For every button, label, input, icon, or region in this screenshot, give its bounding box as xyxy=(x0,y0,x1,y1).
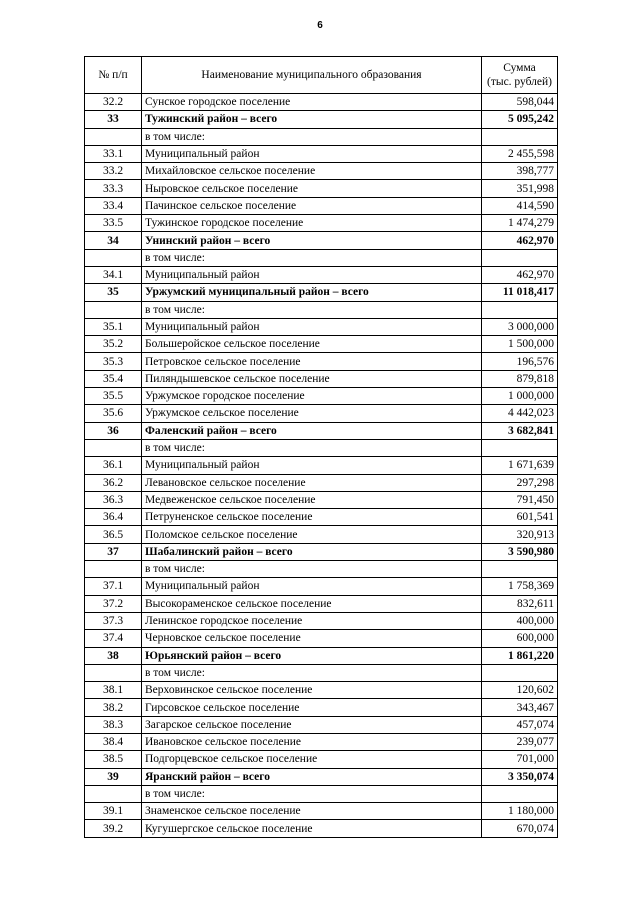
row-name: Муниципальный район xyxy=(142,266,482,283)
table-row xyxy=(85,751,558,768)
table-row xyxy=(85,768,558,785)
row-name: Петруненское сельское поселение xyxy=(142,509,482,526)
row-number xyxy=(85,561,142,578)
row-name: Юрьянский район – всего xyxy=(142,647,482,664)
row-number: 36 xyxy=(85,422,142,439)
row-sum: 1 000,000 xyxy=(482,388,558,405)
row-name: Черновское сельское поселение xyxy=(142,630,482,647)
row-name: Левановское сельское поселение xyxy=(142,474,482,491)
row-number: 37.2 xyxy=(85,595,142,612)
row-sum: 670,074 xyxy=(482,820,558,837)
row-sum: 11 018,417 xyxy=(482,284,558,301)
row-name: Фаленский район – всего xyxy=(142,422,482,439)
row-sum: 457,074 xyxy=(482,716,558,733)
row-sum: 1 758,369 xyxy=(482,578,558,595)
row-name: Медвеженское сельское поселение xyxy=(142,491,482,508)
row-sum: 832,611 xyxy=(482,595,558,612)
table-row xyxy=(85,439,558,456)
row-number: 35.3 xyxy=(85,353,142,370)
row-sum: 4 442,023 xyxy=(482,405,558,422)
row-number xyxy=(85,664,142,681)
row-name: Ивановское сельское поселение xyxy=(142,733,482,750)
page-number: 6 xyxy=(317,20,323,31)
header-sum xyxy=(482,57,558,94)
table-row xyxy=(85,664,558,681)
row-number: 37.1 xyxy=(85,578,142,595)
table-row xyxy=(85,180,558,197)
row-number xyxy=(85,301,142,318)
row-number: 38.3 xyxy=(85,716,142,733)
row-number: 34.1 xyxy=(85,266,142,283)
table-row xyxy=(85,145,558,162)
row-name: в том числе: xyxy=(142,561,482,578)
row-number: 38.4 xyxy=(85,733,142,750)
row-name: Уржумское городское поселение xyxy=(142,388,482,405)
table-row xyxy=(85,111,558,128)
table-row xyxy=(85,647,558,664)
row-name: Муниципальный район xyxy=(142,457,482,474)
row-number: 32.2 xyxy=(85,94,142,111)
row-name: Сунское городское поселение xyxy=(142,94,482,111)
row-name: Поломское сельское поселение xyxy=(142,526,482,543)
row-name: Шабалинский район – всего xyxy=(142,543,482,560)
row-sum: 351,998 xyxy=(482,180,558,197)
row-number: 33.5 xyxy=(85,215,142,232)
row-number: 35.2 xyxy=(85,336,142,353)
table-row xyxy=(85,820,558,837)
row-number: 33 xyxy=(85,111,142,128)
row-sum: 791,450 xyxy=(482,491,558,508)
row-name: Тужинский район – всего xyxy=(142,111,482,128)
row-name: в том числе: xyxy=(142,249,482,266)
row-name: Ленинское городское поселение xyxy=(142,612,482,629)
row-sum: 462,970 xyxy=(482,266,558,283)
row-sum: 601,541 xyxy=(482,509,558,526)
row-number xyxy=(85,249,142,266)
row-number: 38.5 xyxy=(85,751,142,768)
row-name: в том числе: xyxy=(142,301,482,318)
table-row xyxy=(85,94,558,111)
row-sum: 1 180,000 xyxy=(482,803,558,820)
table-row xyxy=(85,457,558,474)
table-row xyxy=(85,733,558,750)
row-number: 37.4 xyxy=(85,630,142,647)
row-sum: 600,000 xyxy=(482,630,558,647)
header-sum-unit: (тыс. рублей) xyxy=(486,76,553,88)
row-name: Подгорцевское сельское поселение xyxy=(142,751,482,768)
table-row xyxy=(85,595,558,612)
row-sum: 196,576 xyxy=(482,353,558,370)
row-sum: 414,590 xyxy=(482,197,558,214)
row-number: 36.2 xyxy=(85,474,142,491)
row-sum: 879,818 xyxy=(482,370,558,387)
table-row xyxy=(85,509,558,526)
row-name: Муниципальный район xyxy=(142,318,482,335)
row-name: Знаменское сельское поселение xyxy=(142,803,482,820)
row-sum: 3 590,980 xyxy=(482,543,558,560)
table-row xyxy=(85,370,558,387)
row-name: Уржумское сельское поселение xyxy=(142,405,482,422)
row-name: Пиляндышевское сельское поселение xyxy=(142,370,482,387)
budget-table xyxy=(84,56,558,838)
row-sum: 343,467 xyxy=(482,699,558,716)
row-name: Загарское сельское поселение xyxy=(142,716,482,733)
row-number: 38.1 xyxy=(85,682,142,699)
table-header-row xyxy=(85,57,558,94)
table-row xyxy=(85,561,558,578)
row-sum: 3 350,074 xyxy=(482,768,558,785)
row-number: 36.5 xyxy=(85,526,142,543)
table-row xyxy=(85,578,558,595)
row-sum: 3 682,841 xyxy=(482,422,558,439)
row-number: 33.2 xyxy=(85,163,142,180)
row-number: 35.6 xyxy=(85,405,142,422)
row-sum xyxy=(482,439,558,456)
table-row xyxy=(85,422,558,439)
table-row xyxy=(85,699,558,716)
row-number: 35 xyxy=(85,284,142,301)
row-number: 33.3 xyxy=(85,180,142,197)
table-row xyxy=(85,232,558,249)
row-name: Пачинское сельское поселение xyxy=(142,197,482,214)
row-sum: 701,000 xyxy=(482,751,558,768)
row-sum: 1 500,000 xyxy=(482,336,558,353)
header-sum-title: Сумма xyxy=(503,62,536,74)
table-row xyxy=(85,336,558,353)
row-sum xyxy=(482,561,558,578)
row-name: в том числе: xyxy=(142,128,482,145)
table-row xyxy=(85,301,558,318)
row-name: Муниципальный район xyxy=(142,578,482,595)
header-number: № п/п xyxy=(85,57,142,94)
row-name: в том числе: xyxy=(142,785,482,802)
table-body xyxy=(85,94,558,838)
row-number: 37 xyxy=(85,543,142,560)
row-number: 39.1 xyxy=(85,803,142,820)
row-number: 35.1 xyxy=(85,318,142,335)
row-number: 36.3 xyxy=(85,491,142,508)
row-number: 34 xyxy=(85,232,142,249)
row-sum xyxy=(482,249,558,266)
row-name: Высокораменское сельское поселение xyxy=(142,595,482,612)
table-row xyxy=(85,163,558,180)
table-row xyxy=(85,197,558,214)
table-row xyxy=(85,526,558,543)
row-sum xyxy=(482,128,558,145)
table-row xyxy=(85,388,558,405)
row-number: 33.4 xyxy=(85,197,142,214)
row-sum: 320,913 xyxy=(482,526,558,543)
table-row xyxy=(85,128,558,145)
row-name: Верховинское сельское поселение xyxy=(142,682,482,699)
header-name: Наименование муниципального образования xyxy=(142,57,482,94)
table-row xyxy=(85,543,558,560)
row-number: 35.4 xyxy=(85,370,142,387)
row-number xyxy=(85,785,142,802)
row-name: Уржумский муниципальный район – всего xyxy=(142,284,482,301)
row-name: Яранский район – всего xyxy=(142,768,482,785)
table-row xyxy=(85,284,558,301)
table-row xyxy=(85,803,558,820)
row-name: Петровское сельское поселение xyxy=(142,353,482,370)
row-number: 38.2 xyxy=(85,699,142,716)
row-sum: 598,044 xyxy=(482,94,558,111)
table-row xyxy=(85,612,558,629)
row-name: Кугушергское сельское поселение xyxy=(142,820,482,837)
row-number: 36.4 xyxy=(85,509,142,526)
table-row xyxy=(85,491,558,508)
table-row xyxy=(85,682,558,699)
row-sum: 400,000 xyxy=(482,612,558,629)
table-row xyxy=(85,266,558,283)
row-name: в том числе: xyxy=(142,664,482,681)
row-sum xyxy=(482,301,558,318)
table-row xyxy=(85,716,558,733)
row-name: Ныровское сельское поселение xyxy=(142,180,482,197)
table-row xyxy=(85,785,558,802)
table-row xyxy=(85,249,558,266)
row-sum xyxy=(482,664,558,681)
row-sum: 2 455,598 xyxy=(482,145,558,162)
row-number: 36.1 xyxy=(85,457,142,474)
table-row xyxy=(85,474,558,491)
row-name: Большеройское сельское поселение xyxy=(142,336,482,353)
table-row xyxy=(85,215,558,232)
row-number: 35.5 xyxy=(85,388,142,405)
row-sum: 5 095,242 xyxy=(482,111,558,128)
row-name: Михайловское сельское поселение xyxy=(142,163,482,180)
table-row xyxy=(85,318,558,335)
row-number: 39.2 xyxy=(85,820,142,837)
row-sum: 1 474,279 xyxy=(482,215,558,232)
row-sum: 398,777 xyxy=(482,163,558,180)
table-row xyxy=(85,630,558,647)
row-name: Унинский район – всего xyxy=(142,232,482,249)
row-number: 37.3 xyxy=(85,612,142,629)
row-name: Тужинское городское поселение xyxy=(142,215,482,232)
table-row xyxy=(85,353,558,370)
row-name: Муниципальный район xyxy=(142,145,482,162)
row-sum: 1 671,639 xyxy=(482,457,558,474)
row-sum: 3 000,000 xyxy=(482,318,558,335)
row-number: 38 xyxy=(85,647,142,664)
row-number: 39 xyxy=(85,768,142,785)
table-row xyxy=(85,405,558,422)
row-sum: 239,077 xyxy=(482,733,558,750)
row-name: в том числе: xyxy=(142,439,482,456)
row-name: Гирсовское сельское поселение xyxy=(142,699,482,716)
row-sum: 297,298 xyxy=(482,474,558,491)
row-sum xyxy=(482,785,558,802)
row-number: 33.1 xyxy=(85,145,142,162)
row-sum: 1 861,220 xyxy=(482,647,558,664)
row-number xyxy=(85,439,142,456)
row-number xyxy=(85,128,142,145)
row-sum: 462,970 xyxy=(482,232,558,249)
row-sum: 120,602 xyxy=(482,682,558,699)
